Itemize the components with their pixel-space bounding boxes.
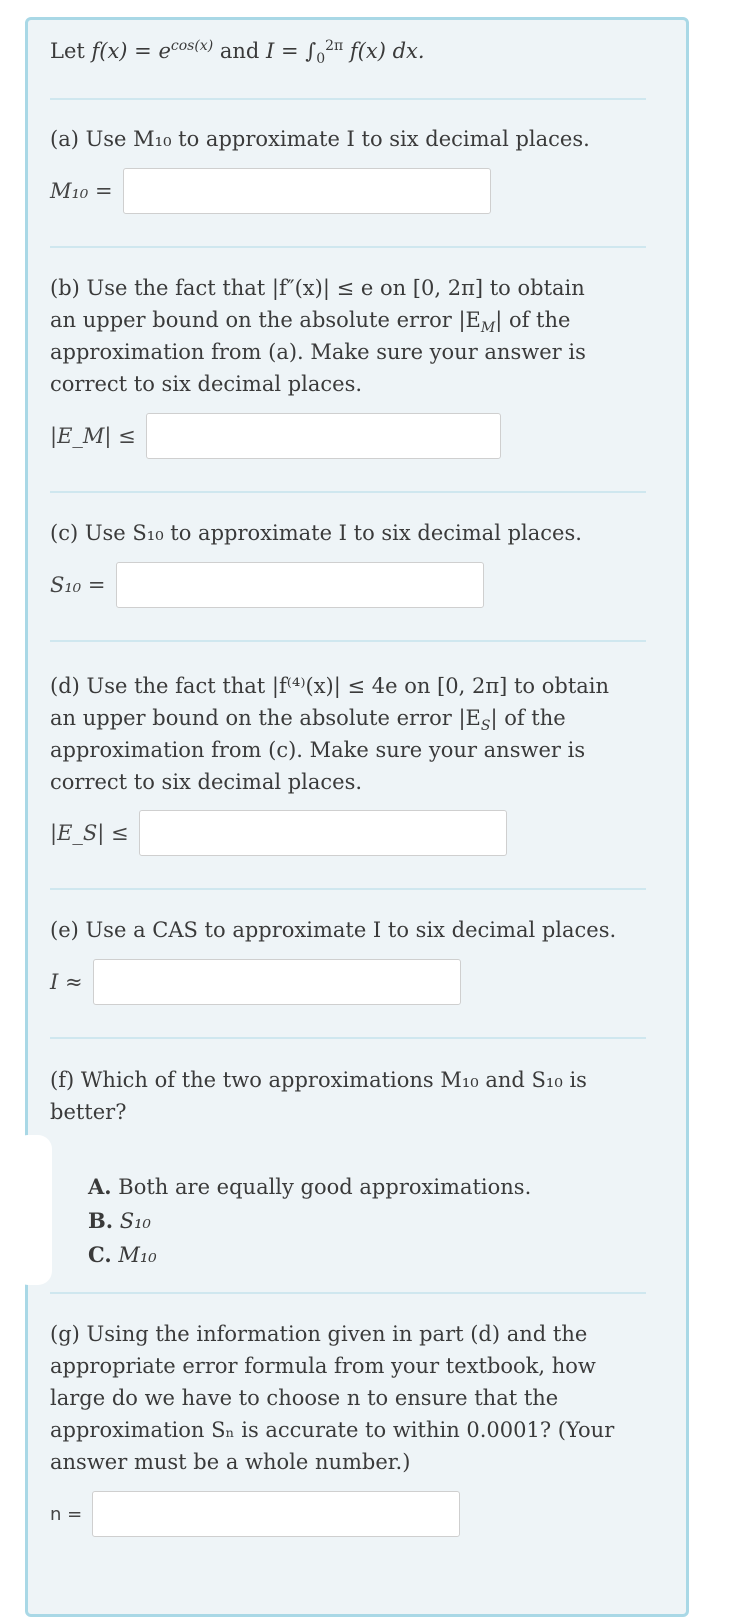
divider [50, 640, 646, 642]
part-b-label: |E_M| ≤ [50, 424, 136, 448]
part-g-label: n = [50, 1503, 83, 1525]
divider [50, 491, 646, 493]
divider [50, 98, 646, 100]
part-b-answer-row [50, 413, 501, 459]
part-e-question: (e) Use a CAS to approximate I to six decimal places. [50, 918, 617, 942]
part-f-choices [88, 1170, 531, 1272]
part-c-input[interactable] [116, 562, 484, 608]
part-e-answer-row [50, 959, 461, 1005]
part-c-answer-row [50, 562, 484, 608]
part-d-answer-row [50, 810, 507, 856]
divider [50, 1292, 646, 1294]
choice-a[interactable]: A. Both are equally good approximations. [88, 1174, 532, 1199]
part-g-input[interactable] [92, 1491, 460, 1537]
part-b-question: (b) Use the fact that |f″(x)| ≤ e on [0, 2π] to obtain an upper bound on the absolute error $|E_M|$ of the approximation from (a). Make sure your answer is correct to six decimal places. [50, 276, 586, 396]
part-b-input[interactable] [146, 413, 501, 459]
part-g-answer-row [50, 1491, 460, 1537]
part-a-label: M₁₀ = [50, 179, 113, 203]
divider [50, 888, 646, 890]
part-g-question: (g) Using the information given in part (d) and the appropriate error formula from your textbook, how large do we have to choose n to ensure that the approximation Sₙ is accurate to within 0.0001? (Your answer must be a whole number.) [50, 1322, 615, 1474]
divider [50, 246, 646, 248]
part-e-input[interactable] [93, 959, 461, 1005]
problem-card [25, 17, 689, 1617]
part-a-input[interactable] [123, 168, 491, 214]
part-a-question: (a) Use M₁₀ to approximate I to six decimal places. [50, 127, 590, 151]
part-e-label: I ≈ [50, 970, 83, 994]
part-c-question: (c) Use S₁₀ to approximate I to six decimal places. [50, 521, 582, 545]
part-d-input[interactable] [139, 810, 507, 856]
white-scribble-overlay [14, 1135, 52, 1285]
choice-b[interactable]: B. S₁₀ [88, 1208, 151, 1233]
divider [50, 1037, 646, 1039]
part-d-label: |E_S| ≤ [50, 821, 129, 845]
intro-text: Let $f(x) = e^{cos(x)}$ and $I = \int_0^{2\pi}$ f(x) dx. [50, 38, 425, 68]
part-d-question: (d) Use the fact that |f⁽⁴⁾(x)| ≤ 4e on [0, 2π] to obtain an upper bound on the absolute error $|E_S|$ of the approximation from (c). Make sure your answer is correct to six decimal places. [50, 674, 610, 794]
part-c-label: S₁₀ = [50, 573, 106, 597]
part-a-answer-row [50, 168, 491, 214]
part-f-question: (f) Which of the two approximations M₁₀ and S₁₀ is better? [50, 1068, 587, 1124]
choice-c[interactable]: C. M₁₀ [88, 1242, 157, 1267]
